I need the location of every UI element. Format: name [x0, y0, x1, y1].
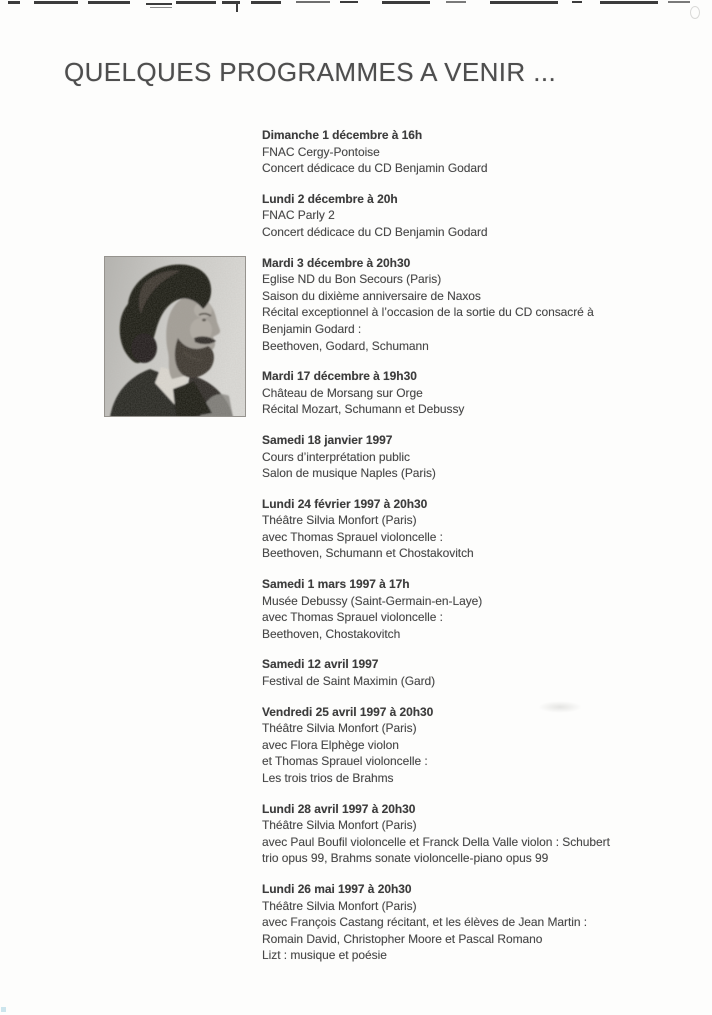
event-detail-line: Benjamin Godard :	[262, 321, 362, 336]
event-detail-line: Lizt : musique et poésie	[262, 948, 387, 963]
event-date: Vendredi 25 avril 1997 à 20h30	[262, 704, 434, 719]
event-detail-line: Récital Mozart, Schumann et Debussy	[262, 402, 465, 417]
event-item	[262, 704, 692, 787]
event-date: Samedi 12 avril 1997	[262, 657, 379, 672]
event-item	[262, 656, 692, 689]
event-detail-line: Salon de musique Naples (Paris)	[262, 466, 436, 481]
event-detail-line: Concert dédicace du CD Benjamin Godard	[262, 161, 488, 176]
event-detail-line: Château de Morsang sur Orge	[262, 385, 423, 400]
event-detail-line: Théâtre Silvia Monfort (Paris)	[262, 721, 417, 736]
event-detail-line: et Thomas Sprauel violoncelle :	[262, 754, 428, 769]
event-date: Mardi 17 décembre à 19h30	[262, 369, 417, 384]
event-detail-line: Récital exceptionnel à l’occasion de la sortie du CD consacré à	[262, 305, 594, 320]
event-item	[262, 368, 692, 418]
event-date: Mardi 3 décembre à 20h30	[262, 255, 411, 270]
event-item	[262, 576, 692, 642]
event-item	[262, 496, 692, 562]
event-detail-line: Beethoven, Godard, Schumann	[262, 338, 429, 353]
event-detail-line: Beethoven, Chostakovitch	[262, 626, 401, 641]
event-detail-line: Romain David, Christopher Moore et Pascal Romano	[262, 931, 543, 946]
event-detail-line: FNAC Parly 2	[262, 208, 335, 223]
portrait-photo	[104, 256, 246, 417]
event-detail-line: Eglise ND du Bon Secours (Paris)	[262, 272, 442, 287]
portrait-photo-image	[104, 256, 246, 417]
event-item	[262, 127, 692, 177]
event-date: Samedi 1 mars 1997 à 17h	[262, 577, 410, 592]
event-detail-line: Les trois trios de Brahms	[262, 771, 394, 785]
event-date: Lundi 28 avril 1997 à 20h30	[262, 801, 416, 816]
event-detail-line: Concert dédicace du CD Benjamin Godard	[262, 224, 488, 239]
event-item	[262, 255, 692, 355]
event-detail-line: avec Flora Elphège violon	[262, 737, 399, 752]
event-detail-line: Saison du dixième anniversaire de Naxos	[262, 288, 481, 303]
event-detail-line: avec François Castang récitant, et les élèves de Jean Martin :	[262, 915, 588, 930]
event-detail-line: Musée Debussy (Saint-Germain-en-Laye)	[262, 593, 483, 608]
event-detail-line: avec Thomas Sprauel violoncelle :	[262, 610, 443, 625]
event-detail-line: Beethoven, Schumann et Chostakovitch	[262, 546, 474, 561]
event-item	[262, 432, 692, 482]
event-item	[262, 191, 692, 241]
event-detail-line: avec Thomas Sprauel violoncelle :	[262, 529, 443, 544]
event-detail-line: avec Paul Boufil violoncelle et Franck Della Valle violon : Schubert	[262, 834, 610, 849]
event-detail-line: FNAC Cergy-Pontoise	[262, 144, 380, 159]
event-detail-line: Festival de Saint Maximin (Gard)	[262, 674, 436, 689]
event-detail-line: trio opus 99, Brahms sonate violoncelle-piano opus 99	[262, 851, 549, 866]
event-date: Lundi 24 février 1997 à 20h30	[262, 496, 428, 511]
page-title: QUELQUES PROGRAMMES A VENIR ...	[64, 57, 557, 87]
event-date: Dimanche 1 décembre à 16h	[262, 128, 423, 142]
event-date: Lundi 26 mai 1997 à 20h30	[262, 881, 412, 896]
scan-artifact-smudge	[690, 6, 700, 19]
event-item	[262, 881, 692, 964]
event-detail-line: Théâtre Silvia Monfort (Paris)	[262, 818, 417, 833]
event-date: Lundi 2 décembre à 20h	[262, 191, 398, 206]
event-item	[262, 801, 692, 867]
events-list	[262, 127, 692, 964]
scan-artifact-dot	[1, 1007, 6, 1012]
event-detail-line: Théâtre Silvia Monfort (Paris)	[262, 513, 417, 528]
event-detail-line: Théâtre Silvia Monfort (Paris)	[262, 898, 417, 913]
event-date: Samedi 18 janvier 1997	[262, 432, 393, 447]
event-detail-line: Cours d’interprétation public	[262, 449, 410, 464]
